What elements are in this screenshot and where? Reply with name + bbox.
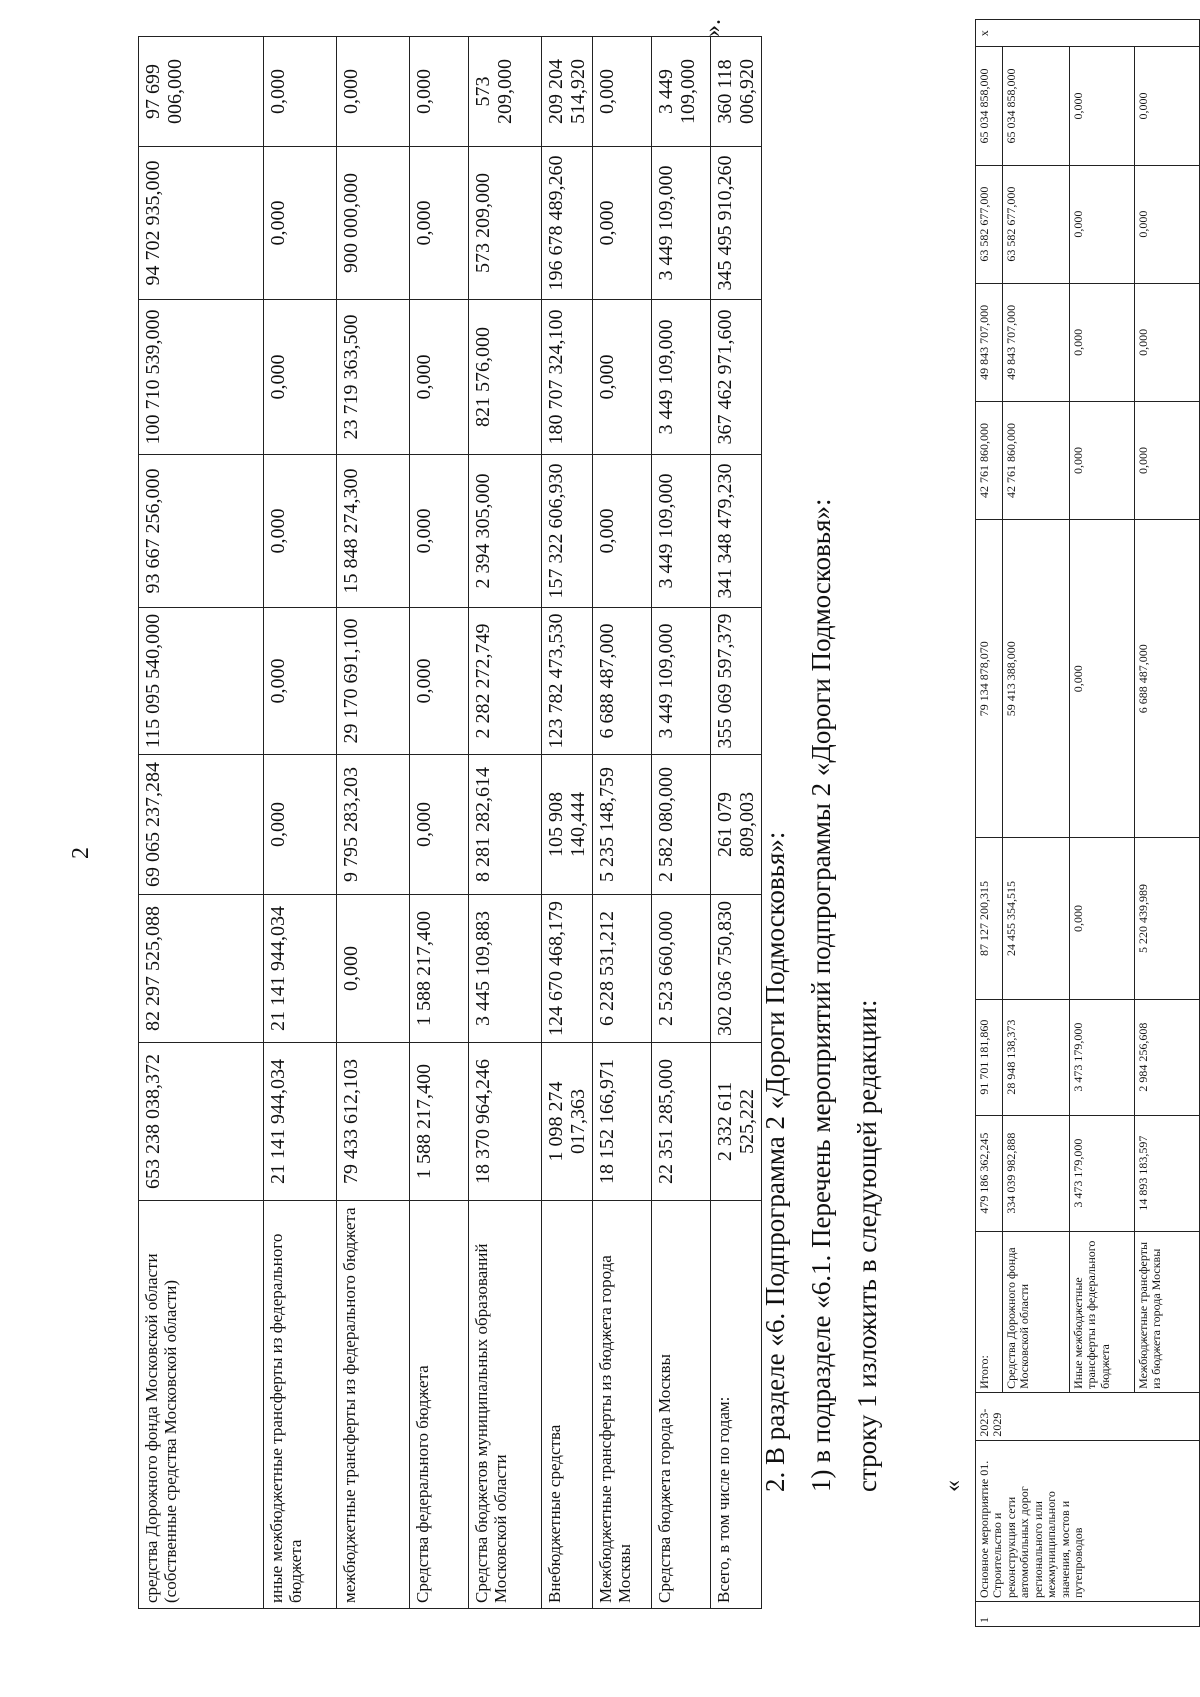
funding-row-label: Средства федерального бюджета	[410, 1201, 469, 1609]
funding-cell: 6 688 487,000	[593, 608, 652, 755]
funding-cell: 79 433 612,103	[337, 1043, 410, 1201]
funding-row-label: Средства бюджета города Москвы	[652, 1201, 711, 1609]
activity-cell: 42 761 860,000	[1003, 401, 1070, 519]
funding-row	[410, 37, 469, 1609]
funding-cell: 821 576,000	[469, 300, 542, 455]
funding-row	[264, 37, 337, 1609]
funding-row-label: Всего, в том числе по годам:	[711, 1201, 762, 1609]
funding-cell: 0,000	[410, 455, 469, 608]
funding-cell: 0,000	[264, 37, 337, 147]
funding-cell: 0,000	[410, 755, 469, 895]
activity-last-cell: х	[976, 20, 1200, 47]
funding-cell: 94 702 935,000	[139, 147, 264, 300]
paragraph-subsection-6-1: 1) в подразделе «6.1. Перечень мероприятий подпрограммы 2 «Дороги Подмосковья»:	[806, 498, 836, 1492]
funding-cell: 15 848 274,300	[337, 455, 410, 608]
funding-cell: 2 582 080,000	[652, 755, 711, 895]
activity-cell: 0,000	[1135, 401, 1200, 519]
funding-cell: 5 235 148,759	[593, 755, 652, 895]
funding-cell: 573 209,000	[469, 147, 542, 300]
funding-cell: 82 297 525,088	[139, 895, 264, 1043]
funding-row-label: Средства бюджетов муниципальных образований Московской области	[469, 1201, 542, 1609]
funding-cell: 97 699 006,000	[139, 37, 264, 147]
funding-cell: 261 079 809,003	[711, 755, 762, 895]
funding-cell: 93 667 256,000	[139, 455, 264, 608]
activity-cell: 59 413 388,000	[1003, 520, 1070, 838]
activity-cell: 5 220 439,989	[1135, 838, 1200, 999]
closing-quote: ».	[700, 19, 726, 37]
funding-cell: 900 000,000	[337, 147, 410, 300]
activity-cell: 87 127 200,315	[976, 838, 1003, 999]
funding-cell: 653 238 038,372	[139, 1043, 264, 1201]
funding-cell: 367 462 971,600	[711, 300, 762, 455]
page-number: 2	[68, 847, 94, 859]
funding-cell: 115 095 540,000	[139, 608, 264, 755]
funding-cell: 573 209,000	[469, 37, 542, 147]
opening-quote: «	[940, 1480, 966, 1492]
activity-cell: 6 688 487,000	[1135, 520, 1200, 838]
activity-cell: 42 761 860,000	[976, 401, 1003, 519]
funding-cell: 2 523 660,000	[652, 895, 711, 1043]
funding-cell: 22 351 285,000	[652, 1043, 711, 1201]
funding-cell: 355 069 597,379	[711, 608, 762, 755]
funding-row	[593, 37, 652, 1609]
funding-cell: 157 322 606,930	[542, 455, 593, 608]
funding-cell: 2 394 305,000	[469, 455, 542, 608]
funding-cell: 0,000	[264, 755, 337, 895]
funding-row	[337, 37, 410, 1609]
activity-cell: 3 473 179,000	[1070, 999, 1135, 1115]
activity-cell: 49 843 707,000	[1003, 283, 1070, 401]
funding-cell: 2 282 272,749	[469, 608, 542, 755]
activity-cell: 0,000	[1135, 283, 1200, 401]
funding-cell: 0,000	[264, 147, 337, 300]
activity-cell: 0,000	[1070, 520, 1135, 838]
funding-cell: 3 449 109,000	[652, 455, 711, 608]
activity-cell: 49 843 707,000	[976, 283, 1003, 401]
funding-row	[711, 37, 762, 1609]
funding-cell: 1 098 274 017,363	[542, 1043, 593, 1201]
funding-cell: 1 588 217,400	[410, 895, 469, 1043]
activity-period: 2023-2029	[976, 1392, 1200, 1440]
activity-row	[1135, 20, 1200, 1627]
funding-cell: 3 449 109,000	[652, 608, 711, 755]
activity-row-label: Иные межбюджетные трансферты из федерального бюджета	[1070, 1231, 1135, 1392]
funding-row	[542, 37, 593, 1609]
activity-cell: 2 984 256,608	[1135, 999, 1200, 1115]
activity-cell: 14 893 183,597	[1135, 1115, 1200, 1231]
funding-cell: 0,000	[410, 147, 469, 300]
activity-cell: 0,000	[1070, 401, 1135, 519]
funding-cell: 3 445 109,883	[469, 895, 542, 1043]
funding-cell: 0,000	[337, 37, 410, 147]
funding-cell: 2 332 611 525,222	[711, 1043, 762, 1201]
funding-row-label: средства Дорожного фонда Московской области (собственные средства Московской области)	[139, 1201, 264, 1609]
funding-cell: 8 281 282,614	[469, 755, 542, 895]
paragraph-section-2: 2. В разделе «6. Подпрограмма 2 «Дороги Подмосковья»:	[760, 831, 790, 1492]
funding-cell: 0,000	[264, 300, 337, 455]
funding-cell: 180 707 324,100	[542, 300, 593, 455]
activity-cell: 91 701 181,860	[976, 999, 1003, 1115]
funding-cell: 1 588 217,400	[410, 1043, 469, 1201]
activity-row-label: Средства Дорожного фонда Московской области	[1003, 1231, 1070, 1392]
funding-cell: 0,000	[593, 300, 652, 455]
funding-row-label: Внебюджетные средства	[542, 1201, 593, 1609]
funding-cell: 6 228 531,212	[593, 895, 652, 1043]
funding-cell: 124 670 468,179	[542, 895, 593, 1043]
funding-cell: 3 449 109,000	[652, 37, 711, 147]
funding-cell: 0,000	[410, 300, 469, 455]
activity-row-label: Итого:	[976, 1231, 1003, 1392]
activity-cell: 65 034 858,000	[976, 47, 1003, 165]
activity-cell: 0,000	[1135, 47, 1200, 165]
activity-cell: 63 582 677,000	[1003, 165, 1070, 283]
activity-cell: 65 034 858,000	[1003, 47, 1070, 165]
activity-cell: 0,000	[1070, 47, 1135, 165]
funding-cell: 0,000	[264, 455, 337, 608]
activity-cell: 63 582 677,000	[976, 165, 1003, 283]
funding-cell: 0,000	[337, 895, 410, 1043]
activity-cell: 24 455 354,515	[1003, 838, 1070, 999]
funding-cell: 21 141 944,034	[264, 1043, 337, 1201]
activity-cell: 79 134 878,070	[976, 520, 1003, 838]
activity-cell: 0,000	[1070, 165, 1135, 283]
funding-row-label: иные межбюджетные трансферты из федерального бюджета	[264, 1201, 337, 1609]
funding-cell: 3 449 109,000	[652, 147, 711, 300]
funding-cell: 29 170 691,100	[337, 608, 410, 755]
funding-table	[138, 36, 762, 1609]
funding-cell: 209 204 514,920	[542, 37, 593, 147]
funding-cell: 3 449 109,000	[652, 300, 711, 455]
activity-row	[1003, 20, 1070, 1627]
funding-cell: 123 782 473,530	[542, 608, 593, 755]
funding-cell: 105 908 140,444	[542, 755, 593, 895]
funding-cell: 0,000	[410, 608, 469, 755]
activity-name: Основное мероприятие 01. Строительство и реконструкция сети автомобильных дорог регионального или межмуниципального значения, мостов и путепроводов	[976, 1440, 1200, 1601]
activity-table	[975, 19, 1200, 1627]
funding-cell: 360 118 006,920	[711, 37, 762, 147]
funding-row-label: Межбюджетные трансферты из бюджета города Москвы	[593, 1201, 652, 1609]
funding-cell: 0,000	[410, 37, 469, 147]
funding-cell: 9 795 283,203	[337, 755, 410, 895]
activity-number: 1	[976, 1602, 1200, 1627]
funding-row	[139, 37, 264, 1609]
activity-row	[1070, 20, 1135, 1627]
funding-cell: 18 370 964,246	[469, 1043, 542, 1201]
funding-cell: 302 036 750,830	[711, 895, 762, 1043]
funding-cell: 341 348 479,230	[711, 455, 762, 608]
funding-cell: 196 678 489,260	[542, 147, 593, 300]
paragraph-row-1-instruction: строку 1 изложить в следующей редакции:	[852, 999, 882, 1492]
activity-cell: 479 186 362,245	[976, 1115, 1003, 1231]
funding-cell: 21 141 944,034	[264, 895, 337, 1043]
activity-cell: 0,000	[1135, 165, 1200, 283]
activity-cell: 0,000	[1070, 283, 1135, 401]
activity-cell: 0,000	[1070, 838, 1135, 999]
funding-cell: 0,000	[593, 455, 652, 608]
activity-cell: 28 948 138,373	[1003, 999, 1070, 1115]
activity-cell: 3 473 179,000	[1070, 1115, 1135, 1231]
funding-cell: 18 152 166,971	[593, 1043, 652, 1201]
funding-cell: 100 710 539,000	[139, 300, 264, 455]
activity-row-label: Межбюджетные трансферты из бюджета города Москвы	[1135, 1231, 1200, 1392]
funding-row	[652, 37, 711, 1609]
funding-cell: 23 719 363,500	[337, 300, 410, 455]
activity-cell: 334 039 982,888	[1003, 1115, 1070, 1231]
funding-cell: 69 065 237,284	[139, 755, 264, 895]
funding-cell: 0,000	[593, 147, 652, 300]
funding-row	[469, 37, 542, 1609]
funding-row-label: межбюджетные трансферты из федерального бюджета	[337, 1201, 410, 1609]
funding-cell: 0,000	[264, 608, 337, 755]
activity-row-total	[976, 20, 1003, 1627]
funding-cell: 0,000	[593, 37, 652, 147]
funding-cell: 345 495 910,260	[711, 147, 762, 300]
